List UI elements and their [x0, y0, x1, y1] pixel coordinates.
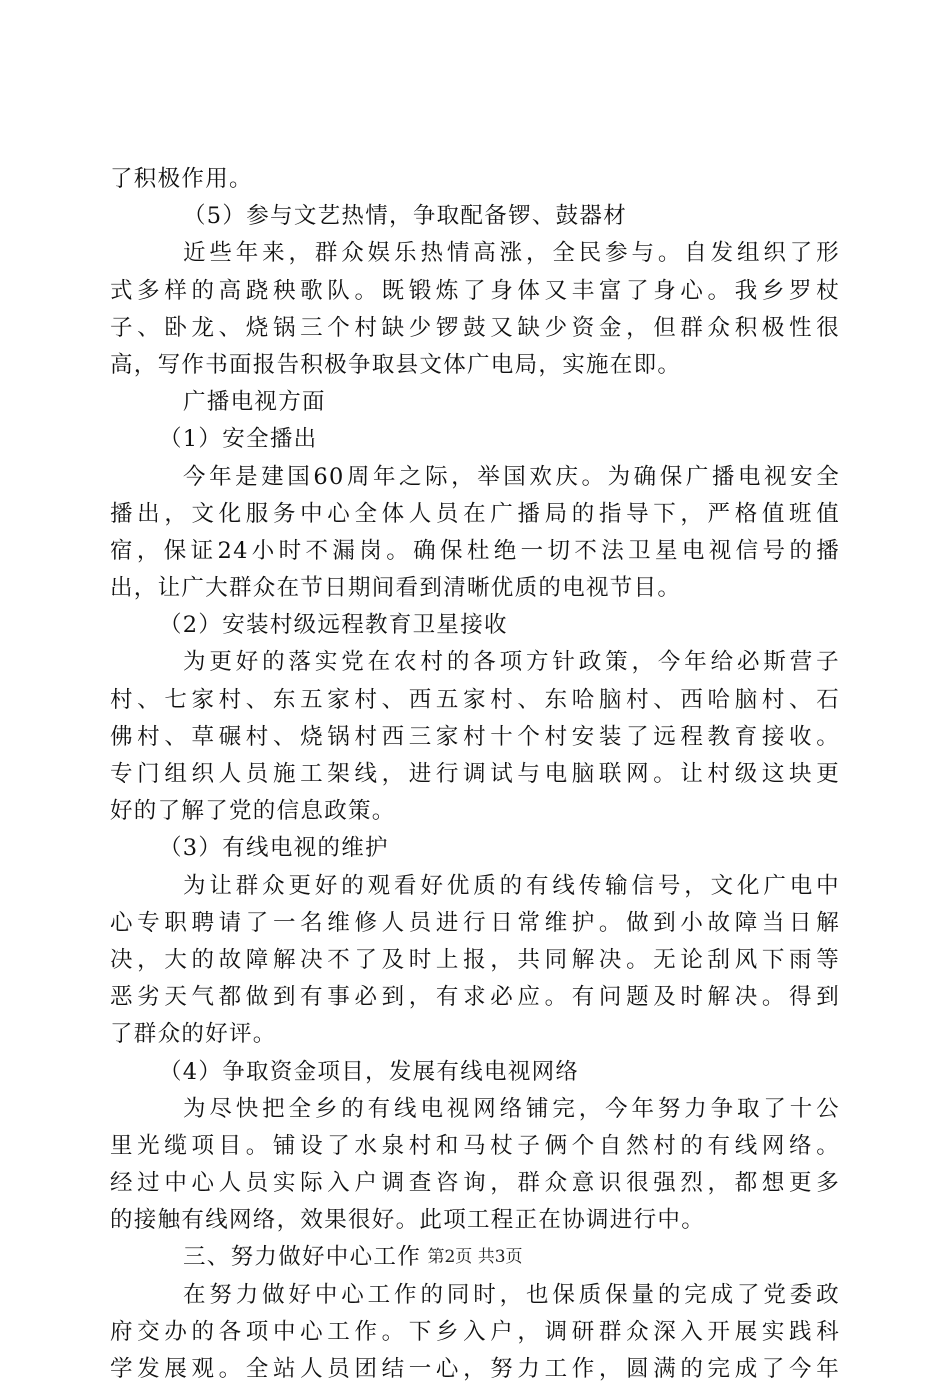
text-line: 好的了解了党的信息政策。	[110, 798, 396, 825]
document-body	[110, 161, 840, 1388]
text-line: 为尽快把全乡的有线电视网络铺完，今年努力争取了十公	[183, 1095, 840, 1122]
text-line: 式多样的高跷秧歌队。既锻炼了身体又丰富了身心。我乡罗杖	[110, 277, 840, 304]
text-line: 出，让广大群众在节日期间看到清晰优质的电视节目。	[110, 575, 682, 602]
text-line: 在努力做好中心工作的同时，也保质保量的完成了党委政	[183, 1281, 840, 1308]
page-footer: 第2页 共3页	[427, 1247, 523, 1267]
text-line: 了积极作用。	[110, 166, 253, 192]
text-line: （1）安全播出	[159, 426, 318, 453]
text-line: 府交办的各项中心工作。下乡入户，调研群众深入开展实践科	[110, 1318, 840, 1345]
text-line: （3）有线电视的维护	[159, 835, 389, 862]
text-line: 恶劣天气都做到有事必到，有求必应。有问题及时解决。得到	[110, 984, 840, 1011]
text-line: （2）安装村级远程教育卫星接收	[159, 612, 508, 639]
text-line: 村、七家村、东五家村、西五家村、东哈脑村、西哈脑村、石	[110, 686, 840, 713]
text-line: （4）争取资金项目，发展有线电视网络	[159, 1058, 580, 1085]
text-line: 近些年来，群众娱乐热情高涨，全民参与。自发组织了形	[183, 240, 840, 267]
text-line: 宿，保证24小时不漏岗。确保杜绝一切不法卫星电视信号的播	[110, 537, 840, 564]
text-line: 学发展观。全站人员团结一心，努力工作，圆满的完成了今年	[110, 1356, 840, 1382]
text-line: （5）参与文艺热情，争取配备锣、鼓器材	[183, 203, 628, 230]
text-line: 广播电视方面	[183, 389, 326, 416]
text-line: 今年是建国60周年之际，举国欢庆。为确保广播电视安全	[183, 463, 840, 490]
text-line: 里光缆项目。铺设了水泉村和马杖子俩个自然村的有线网络。	[110, 1132, 840, 1159]
text-line: 子、卧龙、烧锅三个村缺少锣鼓又缺少资金，但群众积极性很	[110, 314, 840, 341]
text-line: 的接触有线网络，效果很好。此项工程正在协调进行中。	[110, 1207, 706, 1234]
text-line: 决，大的故障解决不了及时上报，共同解决。无论刮风下雨等	[110, 946, 840, 973]
text-line: 心专职聘请了一名维修人员进行日常维护。做到小故障当日解	[110, 909, 840, 936]
text-line: 为更好的落实党在农村的各项方针政策，今年给必斯营子	[183, 649, 840, 676]
text-line: 佛村、草碾村、烧锅村西三家村十个村安装了远程教育接收。	[110, 723, 840, 750]
text-line: 播出，文化服务中心全体人员在广播局的指导下，严格值班值	[110, 500, 840, 527]
text-line: 为让群众更好的观看好优质的有线传输信号，文化广电中	[183, 872, 840, 899]
text-line: 三、努力做好中心工作	[183, 1244, 422, 1271]
text-line: 经过中心人员实际入户调查咨询，群众意识很强烈，都想更多	[110, 1170, 840, 1197]
text-line: 专门组织人员施工架线，进行调试与电脑联网。让村级这块更	[110, 761, 840, 787]
text-line: 高，写作书面报告积极争取县文体广电局，实施在即。	[110, 351, 682, 378]
text-line: 了群众的好评。	[110, 1021, 277, 1048]
